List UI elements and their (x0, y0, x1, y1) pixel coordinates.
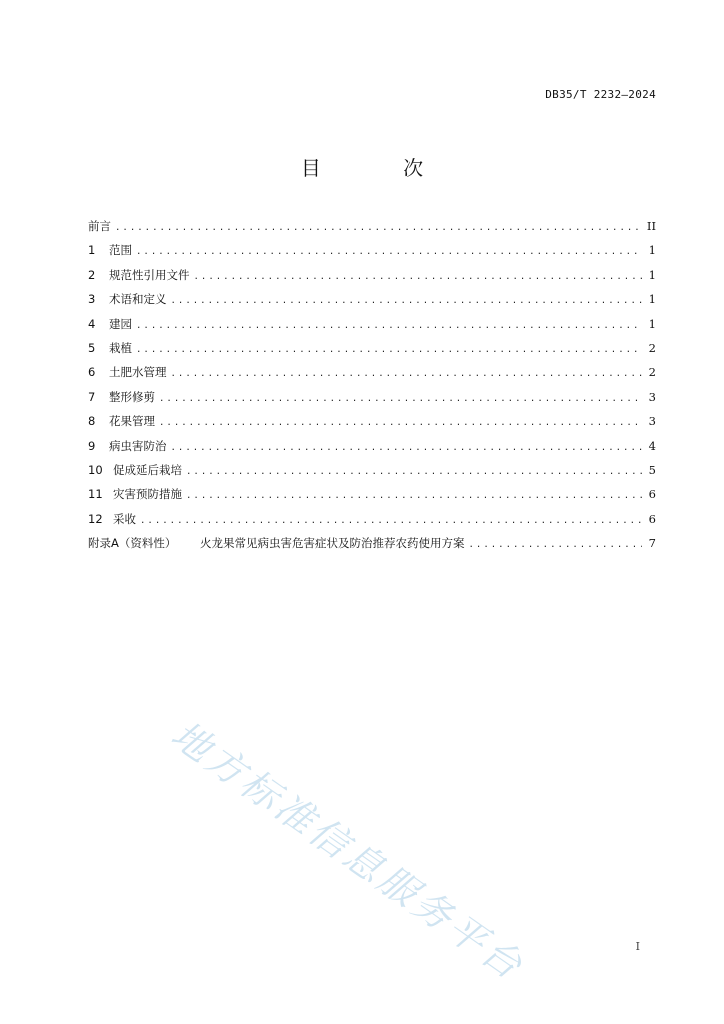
toc-entry-label: 灾害预防措施 (113, 487, 182, 502)
document-code: DB35/T 2232—2024 (545, 88, 656, 101)
toc-entry-page: 1 (648, 292, 656, 307)
toc-entry-number: 6 (88, 365, 96, 380)
toc-entry-page: 2 (648, 340, 656, 355)
toc-leader-dots (186, 491, 642, 501)
toc-entry-number: 2 (88, 267, 96, 282)
toc-entry-page: 3 (648, 389, 656, 404)
toc-entry-page: 1 (648, 267, 656, 282)
toc-leader-dots (136, 345, 642, 355)
toc-entry-label: 术语和定义 (109, 292, 167, 307)
footer-page-number: I (635, 940, 640, 953)
toc-entry-label: 栽植 (109, 340, 132, 355)
toc-entry-5[interactable] (88, 340, 656, 364)
toc-leader-dots (140, 516, 642, 526)
toc-leader-dots (194, 272, 643, 282)
toc-entry-number: 12 (88, 511, 103, 526)
toc-leader-dots (159, 418, 642, 428)
toc-entry-4[interactable] (88, 316, 656, 340)
toc-entry-appendix-a[interactable] (88, 535, 656, 559)
watermark: 地方标准信息服务平台 (163, 712, 533, 990)
toc-leader-dots (159, 394, 642, 404)
toc-entry-label: 范围 (109, 243, 132, 258)
toc-entry-page: 6 (648, 487, 656, 502)
toc-entry-number: 附录A（资料性） (88, 536, 177, 551)
toc-entry-page: II (646, 219, 656, 233)
toc-entry-page: 6 (648, 511, 656, 526)
toc-entry-page: 2 (648, 365, 656, 380)
toc-entry-2[interactable] (88, 267, 656, 291)
toc-leader-dots (469, 540, 643, 550)
toc-entry-page: 5 (648, 462, 656, 477)
toc-entry-page: 7 (648, 536, 656, 551)
toc-entry-label: 促成延后栽培 (113, 462, 182, 477)
toc-leader-dots (115, 223, 642, 233)
toc-entry-3[interactable] (88, 291, 656, 315)
toc-entry-label: 土肥水管理 (109, 365, 167, 380)
toc-entry-number: 11 (88, 487, 103, 502)
toc-entry-number: 3 (88, 292, 96, 307)
toc-entry-page: 1 (648, 316, 656, 331)
toc-entry-label: 整形修剪 (109, 389, 155, 404)
toc-entry-1[interactable] (88, 242, 656, 266)
toc-entry-number: 5 (88, 340, 96, 355)
table-of-contents (88, 218, 656, 559)
toc-entry-6[interactable] (88, 364, 656, 388)
toc-entry-number: 8 (88, 414, 96, 429)
toc-entry-number: 4 (88, 316, 96, 331)
toc-entry-label: 规范性引用文件 (109, 267, 190, 282)
toc-leader-dots (171, 369, 643, 379)
toc-entry-number: 9 (88, 438, 96, 453)
toc-entry-label: 采收 (113, 511, 136, 526)
toc-entry-12[interactable] (88, 511, 656, 535)
toc-entry-9[interactable] (88, 438, 656, 462)
toc-entry-label: 建园 (109, 316, 132, 331)
toc-leader-dots (136, 321, 642, 331)
toc-entry-number: 10 (88, 462, 103, 477)
toc-entry-7[interactable] (88, 389, 656, 413)
toc-entry-11[interactable] (88, 486, 656, 510)
toc-entry-label: 花果管理 (109, 414, 155, 429)
toc-entry-foreword[interactable] (88, 218, 656, 242)
toc-leader-dots (186, 467, 642, 477)
toc-entry-label: 火龙果常见病虫害危害症状及防治推荐农药使用方案 (200, 536, 465, 551)
toc-entry-number: 1 (88, 243, 96, 258)
toc-entry-page: 4 (648, 438, 656, 453)
toc-entry-8[interactable] (88, 413, 656, 437)
toc-title: 目 次 (300, 156, 462, 180)
toc-leader-dots (136, 247, 642, 257)
toc-entry-page: 1 (648, 243, 656, 258)
toc-leader-dots (171, 296, 643, 306)
toc-entry-page: 3 (648, 414, 656, 429)
toc-entry-10[interactable] (88, 462, 656, 486)
toc-entry-label: 前言 (88, 219, 111, 233)
toc-entry-label: 病虫害防治 (109, 438, 167, 453)
toc-leader-dots (171, 443, 643, 453)
toc-entry-number: 7 (88, 389, 96, 404)
